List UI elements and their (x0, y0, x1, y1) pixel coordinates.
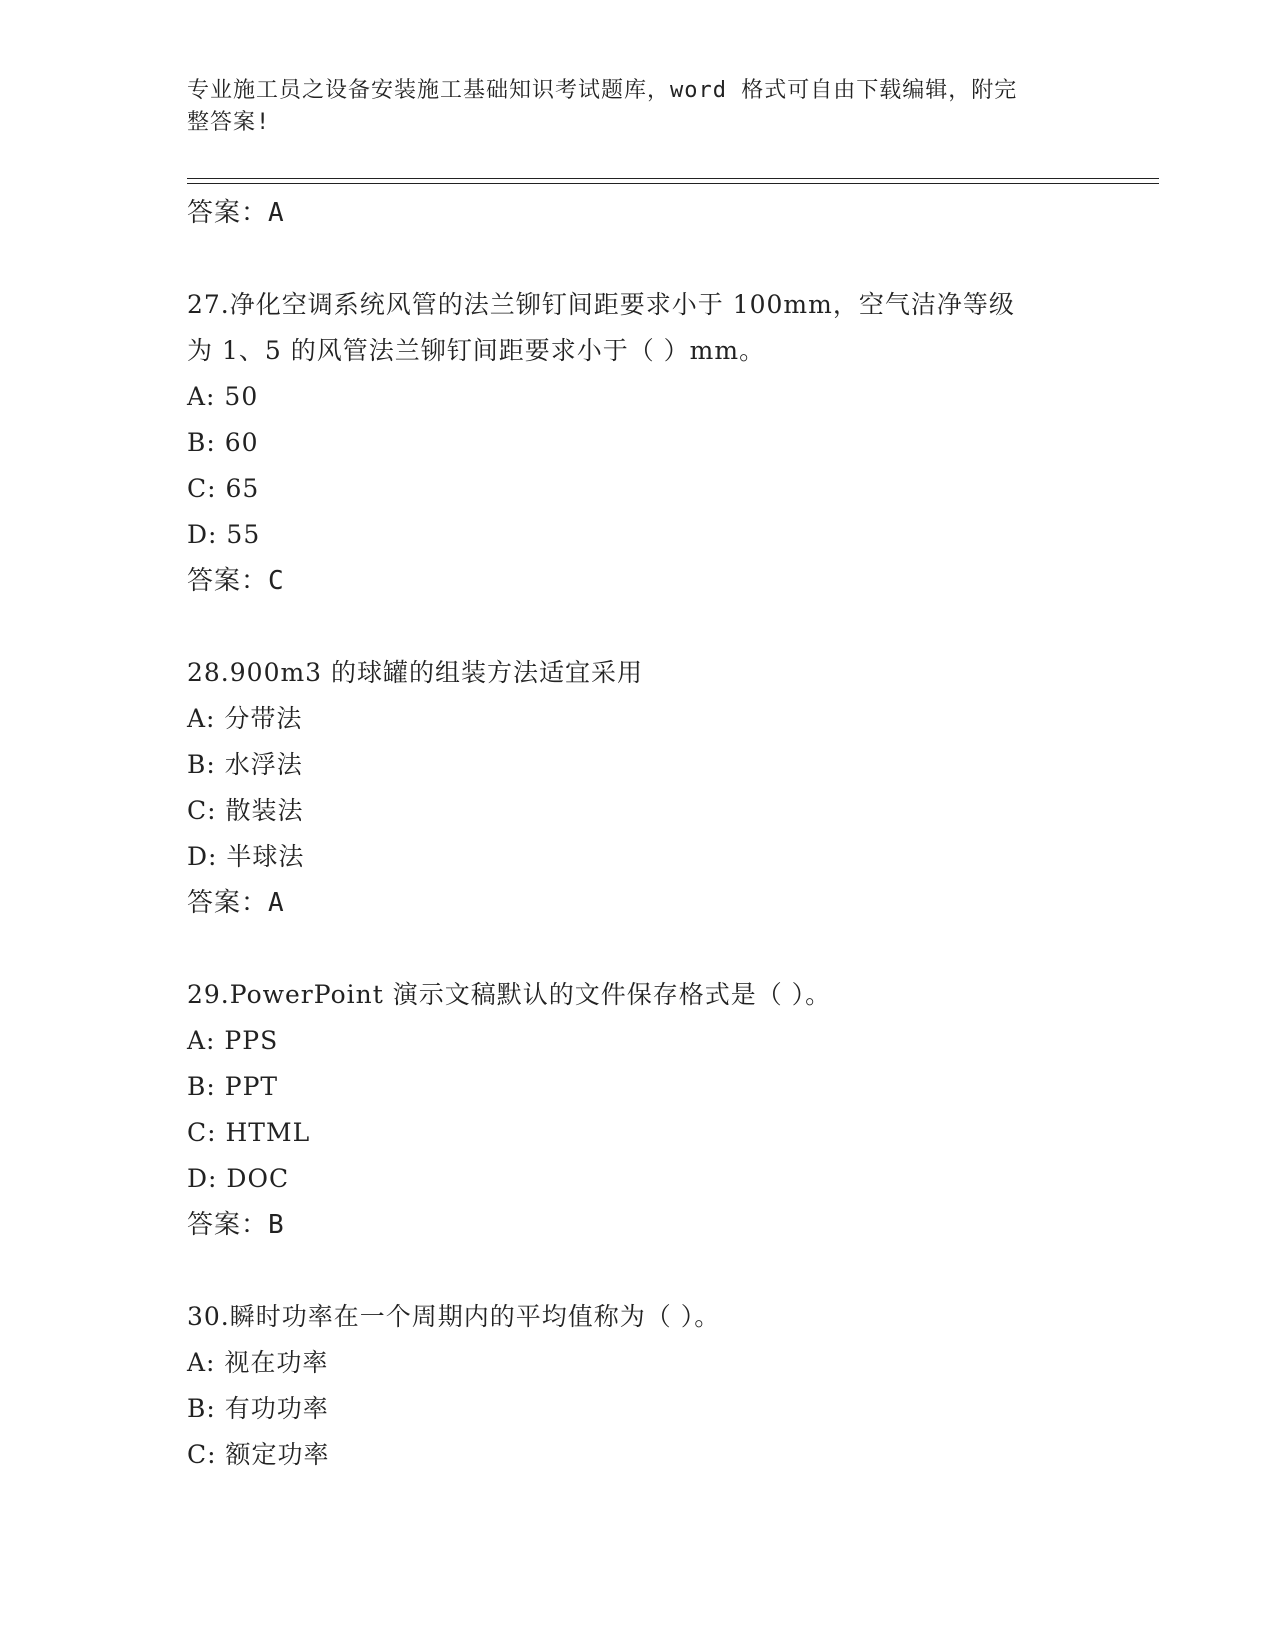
option-c: C: 散装法 (187, 796, 304, 825)
question-27 (187, 282, 1147, 604)
option-c: C: 65 (187, 474, 260, 503)
option-a: A: 50 (187, 382, 259, 411)
option-b: B: 60 (187, 428, 259, 457)
question-stem: 27.净化空调系统风管的法兰铆钉间距要求小于 100mm，空气洁净等级 (187, 290, 1015, 319)
question-30 (187, 1294, 1147, 1478)
spacer (187, 604, 1147, 650)
option-d: D: 55 (187, 520, 261, 549)
header-double-rule (187, 178, 1159, 184)
option-a: A: PPS (187, 1026, 279, 1055)
question-list (187, 190, 1147, 1478)
option-b: B: 有功功率 (187, 1394, 329, 1423)
option-c: C: HTML (187, 1118, 311, 1147)
header-text-line-2: 整答案! (187, 110, 271, 135)
page-header (187, 75, 1067, 139)
question-stem: 28.900m3 的球罐的组装方法适宜采用 (187, 658, 644, 687)
option-a: A: 分带法 (187, 704, 303, 733)
header-text-line-1: 专业施工员之设备安装施工基础知识考试题库，word 格式可自由下载编辑，附完 (187, 78, 1018, 103)
answer-line: 答案：A (187, 888, 285, 918)
option-d: D: DOC (187, 1164, 290, 1193)
option-c: C: 额定功率 (187, 1440, 330, 1469)
answer-line: 答案：C (187, 566, 285, 596)
spacer (187, 236, 1147, 282)
question-28 (187, 650, 1147, 926)
question-29 (187, 972, 1147, 1248)
option-b: B: PPT (187, 1072, 279, 1101)
option-d: D: 半球法 (187, 842, 305, 871)
option-a: A: 视在功率 (187, 1348, 329, 1377)
question-stem: 29.PowerPoint 演示文稿默认的文件保存格式是（ ）。 (187, 980, 832, 1009)
spacer (187, 1248, 1147, 1294)
answer-line: 答案：A (187, 198, 285, 228)
answer-line: 答案：B (187, 1210, 285, 1240)
spacer (187, 926, 1147, 972)
question-stem: 30.瞬时功率在一个周期内的平均值称为（ ）。 (187, 1302, 721, 1331)
option-b: B: 水浮法 (187, 750, 303, 779)
question-stem-continued: 为 1、5 的风管法兰铆钉间距要求小于（ ）mm。 (187, 336, 766, 365)
